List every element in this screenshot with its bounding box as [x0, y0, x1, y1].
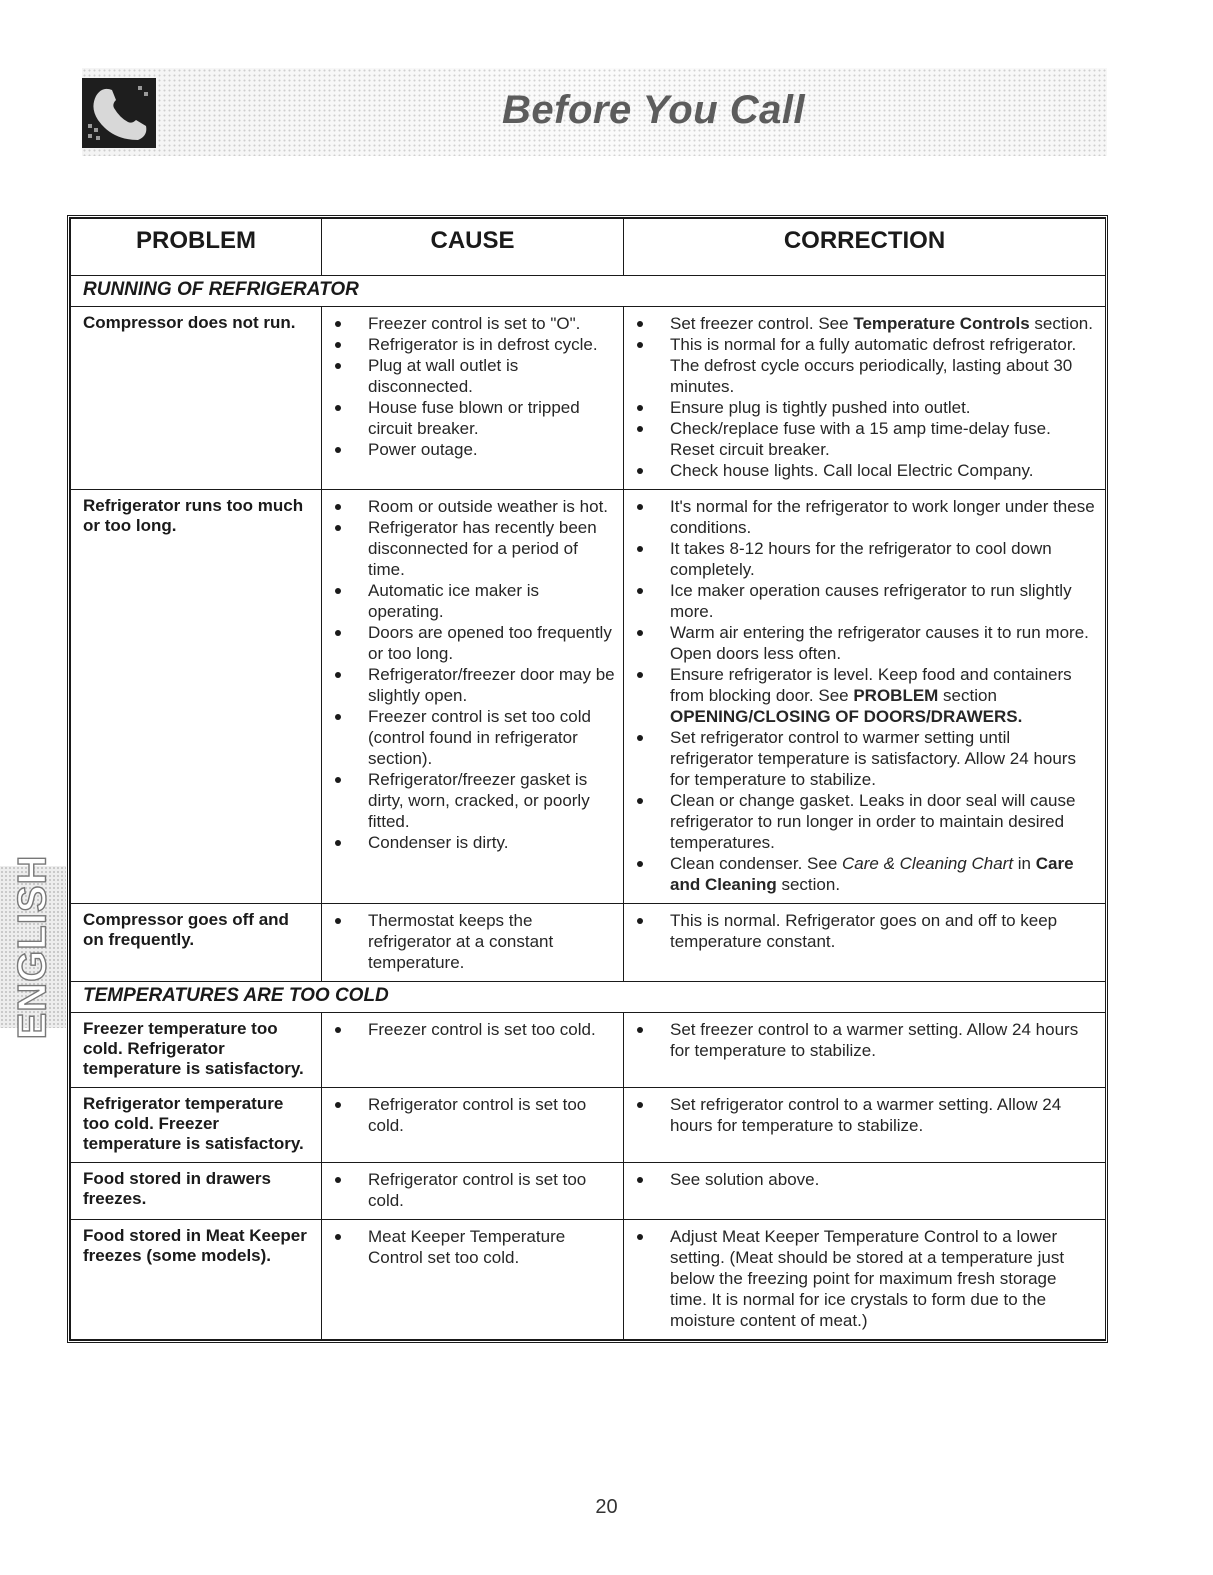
problem-cell: Food stored in drawers freezes. — [71, 1163, 322, 1220]
cause-item: Refrigerator has recently been disconnected for a period of time. — [332, 517, 615, 580]
correction-cell — [624, 1220, 1106, 1340]
correction-cell — [624, 904, 1106, 982]
correction-item — [634, 1094, 1097, 1136]
problem-cell: Compressor does not run. — [71, 307, 322, 490]
table-header-row — [71, 219, 1106, 276]
table-row — [71, 490, 1106, 904]
correction-text: Clean condenser. See — [670, 854, 843, 873]
correction-text: Care & Cleaning Chart — [842, 854, 1014, 873]
correction-cell — [624, 307, 1106, 490]
column-header-correction: CORRECTION — [624, 219, 1106, 276]
language-tab-label: ENGLISH — [10, 854, 55, 1040]
column-header-cause: CAUSE — [322, 219, 624, 276]
table-row — [71, 1088, 1106, 1163]
correction-item — [634, 853, 1097, 895]
problem-cell: Food stored in Meat Keeper freezes (some models). — [71, 1220, 322, 1340]
table-row — [71, 904, 1106, 982]
correction-text: in — [1013, 854, 1036, 873]
correction-text: section — [938, 686, 997, 705]
correction-item — [634, 538, 1097, 580]
section-row — [71, 982, 1106, 1013]
troubleshooting-table — [70, 218, 1106, 1340]
correction-item — [634, 1169, 1097, 1190]
correction-text: Set freezer control to a warmer setting. Allow 24 hours for temperature to stabilize. — [670, 1020, 1079, 1060]
cause-item: Freezer control is set to "O". — [332, 313, 615, 334]
correction-text: See solution above. — [670, 1170, 820, 1189]
correction-text: Set freezer control. See — [670, 314, 854, 333]
correction-item — [634, 910, 1097, 952]
correction-text: Ensure plug is tightly pushed into outlet. — [670, 398, 971, 417]
correction-text: OPENING/CLOSING OF DOORS/DRAWERS. — [670, 707, 1023, 726]
cause-cell — [322, 307, 624, 490]
correction-text: section. — [776, 875, 841, 894]
table-row — [71, 1013, 1106, 1088]
language-tab — [0, 854, 66, 1040]
correction-cell — [624, 1163, 1106, 1220]
cause-item: Refrigerator control is set too cold. — [332, 1094, 615, 1136]
correction-item — [634, 496, 1097, 538]
correction-text: Adjust Meat Keeper Temperature Control to a lower setting. (Meat should be stored at a temperature just below the freezing point for maximum fresh storage time. It is normal for ice crystals to form due to the moisture content of meat.) — [670, 1227, 1065, 1330]
cause-item: Meat Keeper Temperature Control set too cold. — [332, 1226, 615, 1268]
correction-text: This is normal. Refrigerator goes on and off to keep temperature constant. — [670, 911, 1058, 951]
cause-item: Automatic ice maker is operating. — [332, 580, 615, 622]
section-title: RUNNING OF REFRIGERATOR — [71, 276, 1106, 307]
problem-cell: Freezer temperature too cold. Refrigerator temperature is satisfactory. — [71, 1013, 322, 1088]
cause-item: Doors are opened too frequently or too long. — [332, 622, 615, 664]
correction-item — [634, 334, 1097, 397]
correction-text: section. — [1029, 314, 1093, 333]
table-row — [71, 1163, 1106, 1220]
cause-item: Refrigerator is in defrost cycle. — [332, 334, 615, 355]
cause-item: Refrigerator/freezer door may be slightly open. — [332, 664, 615, 706]
cause-cell — [322, 1013, 624, 1088]
correction-item — [634, 580, 1097, 622]
page-number: 20 — [595, 1496, 618, 1518]
correction-text: Ensure refrigerator is level. Keep food and containers from blocking door. See — [670, 665, 1072, 705]
column-header-problem: PROBLEM — [71, 219, 322, 276]
correction-item — [634, 313, 1097, 334]
cause-item: Room or outside weather is hot. — [332, 496, 615, 517]
cause-item: House fuse blown or tripped circuit breaker. — [332, 397, 615, 439]
correction-item — [634, 664, 1097, 727]
table-row — [71, 1220, 1106, 1340]
cause-item: Plug at wall outlet is disconnected. — [332, 355, 615, 397]
cause-cell — [322, 490, 624, 904]
correction-text: Temperature Controls — [853, 314, 1030, 333]
cause-item: Refrigerator/freezer gasket is dirty, worn, cracked, or poorly fitted. — [332, 769, 615, 832]
correction-item — [634, 790, 1097, 853]
correction-cell — [624, 490, 1106, 904]
cause-cell — [322, 1088, 624, 1163]
correction-text: PROBLEM — [853, 686, 939, 705]
correction-text: Check/replace fuse with a 15 amp time-delay fuse. Reset circuit breaker. — [670, 419, 1051, 459]
cause-item: Power outage. — [332, 439, 615, 460]
page-title: Before You Call — [502, 88, 806, 132]
table-row — [71, 307, 1106, 490]
correction-item — [634, 1226, 1097, 1331]
cause-cell — [322, 1220, 624, 1340]
correction-item — [634, 397, 1097, 418]
correction-item — [634, 1019, 1097, 1061]
cause-cell — [322, 1163, 624, 1220]
cause-item: Freezer control is set too cold (control found in refrigerator section). — [332, 706, 615, 769]
correction-text: Care and Cleaning — [670, 854, 1074, 894]
cause-item: Refrigerator control is set too cold. — [332, 1169, 615, 1211]
cause-item: Thermostat keeps the refrigerator at a constant temperature. — [332, 910, 615, 973]
section-row — [71, 276, 1106, 307]
correction-text: It takes 8-12 hours for the refrigerator to cool down completely. — [670, 539, 1052, 579]
correction-cell — [624, 1013, 1106, 1088]
phone-icon — [82, 78, 156, 148]
cause-cell — [322, 904, 624, 982]
correction-item — [634, 460, 1097, 481]
correction-text: Set refrigerator control to warmer setting until refrigerator temperature is satisfactory. Allow 24 hours for temperature to stabilize. — [670, 728, 1076, 789]
correction-text: Clean or change gasket. Leaks in door seal will cause refrigerator to run longer in order to maintain desired temperatures. — [670, 791, 1076, 852]
problem-cell: Compressor goes off and on frequently. — [71, 904, 322, 982]
correction-text: Warm air entering the refrigerator causes it to run more. Open doors less often. — [670, 623, 1089, 663]
correction-cell — [624, 1088, 1106, 1163]
problem-cell: Refrigerator temperature too cold. Freezer temperature is satisfactory. — [71, 1088, 322, 1163]
table-body — [71, 276, 1106, 1340]
cause-item: Condenser is dirty. — [332, 832, 615, 853]
correction-item — [634, 418, 1097, 460]
header-banner — [82, 68, 1107, 156]
problem-cell: Refrigerator runs too much or too long. — [71, 490, 322, 904]
correction-text: Check house lights. Call local Electric Company. — [670, 461, 1034, 480]
cause-item: Freezer control is set too cold. — [332, 1019, 615, 1040]
correction-text: It's normal for the refrigerator to work longer under these conditions. — [670, 497, 1095, 537]
correction-item — [634, 622, 1097, 664]
troubleshooting-table-frame — [67, 215, 1108, 1343]
correction-text: This is normal for a fully automatic defrost refrigerator. The defrost cycle occurs periodically, lasting about 30 minutes. — [670, 335, 1077, 396]
correction-text: Set refrigerator control to a warmer setting. Allow 24 hours for temperature to stabilize. — [670, 1095, 1062, 1135]
section-title: TEMPERATURES ARE TOO COLD — [71, 982, 1106, 1013]
correction-item — [634, 727, 1097, 790]
correction-text: Ice maker operation causes refrigerator to run slightly more. — [670, 581, 1072, 621]
